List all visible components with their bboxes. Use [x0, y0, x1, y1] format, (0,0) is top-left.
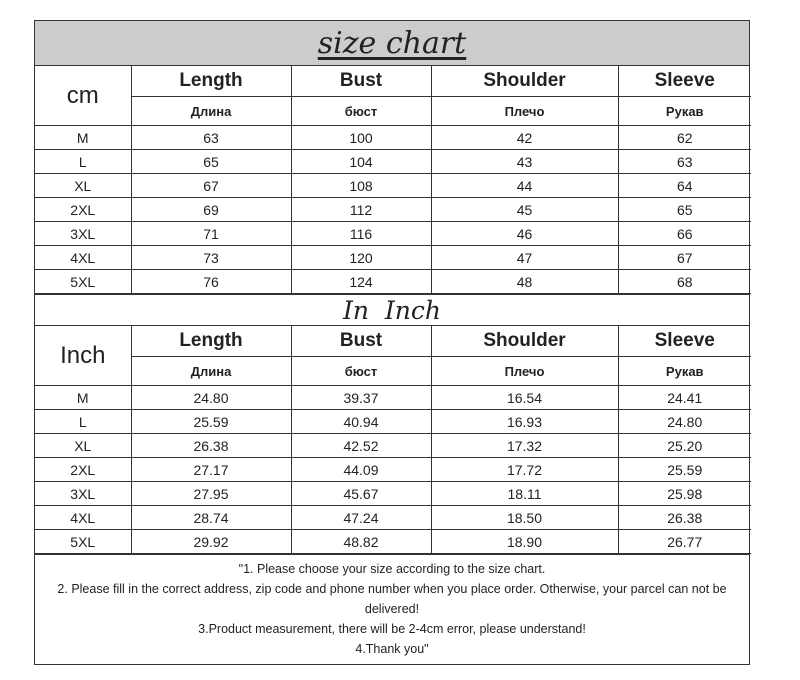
size-cell: 5XL [35, 530, 131, 554]
table-row [35, 126, 751, 150]
length-cell: 65 [131, 150, 291, 174]
bust-cell: 47.24 [291, 506, 431, 530]
length-cell: 28.74 [131, 506, 291, 530]
bust-cell: 100 [291, 126, 431, 150]
sleeve-cell: 25.20 [618, 434, 751, 458]
bust-cell: 44.09 [291, 458, 431, 482]
table-row [35, 410, 751, 434]
size-cell: 3XL [35, 222, 131, 246]
length-cell: 67 [131, 174, 291, 198]
inch-section-title: In Inch [35, 294, 749, 326]
table-row [35, 246, 751, 270]
length-cell: 27.95 [131, 482, 291, 506]
bust-cell: 39.37 [291, 386, 431, 410]
header-bust-ru: бюст [291, 357, 431, 386]
header-sleeve-ru: Рукав [618, 357, 751, 386]
bust-cell: 124 [291, 270, 431, 294]
unit-label-inch: Inch [35, 326, 131, 386]
size-cell: M [35, 386, 131, 410]
size-cell: XL [35, 434, 131, 458]
table-row [35, 150, 751, 174]
bust-cell: 120 [291, 246, 431, 270]
header-bust: Bust [291, 66, 431, 97]
note-2: 2. Please fill in the correct address, zip code and phone number when you place order. Otherwise, your parcel can not be delivered! [57, 582, 727, 616]
bust-cell: 48.82 [291, 530, 431, 554]
sleeve-cell: 25.98 [618, 482, 751, 506]
shoulder-cell: 16.93 [431, 410, 618, 434]
shoulder-cell: 17.72 [431, 458, 618, 482]
size-cell: 3XL [35, 482, 131, 506]
sleeve-cell: 24.80 [618, 410, 751, 434]
sleeve-cell: 26.77 [618, 530, 751, 554]
shoulder-cell: 18.90 [431, 530, 618, 554]
length-cell: 69 [131, 198, 291, 222]
header-length: Length [131, 326, 291, 357]
chart-title: size chart [35, 21, 749, 66]
sleeve-cell: 26.38 [618, 506, 751, 530]
shoulder-cell: 17.32 [431, 434, 618, 458]
unit-label-cm: cm [35, 66, 131, 126]
length-cell: 71 [131, 222, 291, 246]
length-cell: 63 [131, 126, 291, 150]
header-sleeve: Sleeve [618, 326, 751, 357]
notes-section [35, 554, 749, 659]
sleeve-cell: 63 [618, 150, 751, 174]
sleeve-cell: 65 [618, 198, 751, 222]
shoulder-cell: 44 [431, 174, 618, 198]
size-cell: XL [35, 174, 131, 198]
table-row [35, 386, 751, 410]
sleeve-cell: 24.41 [618, 386, 751, 410]
table-row [35, 434, 751, 458]
length-cell: 73 [131, 246, 291, 270]
size-cell: L [35, 410, 131, 434]
cm-size-table [35, 66, 751, 294]
header-bust: Bust [291, 326, 431, 357]
length-cell: 26.38 [131, 434, 291, 458]
header-bust-ru: бюст [291, 97, 431, 126]
shoulder-cell: 48 [431, 270, 618, 294]
bust-cell: 108 [291, 174, 431, 198]
note-4: 4.Thank you" [355, 642, 429, 656]
header-length-ru: Длина [131, 357, 291, 386]
bust-cell: 40.94 [291, 410, 431, 434]
bust-cell: 116 [291, 222, 431, 246]
table-row [35, 530, 751, 554]
bust-cell: 104 [291, 150, 431, 174]
header-length-ru: Длина [131, 97, 291, 126]
header-length: Length [131, 66, 291, 97]
sleeve-cell: 25.59 [618, 458, 751, 482]
table-row [35, 482, 751, 506]
table-row [35, 174, 751, 198]
header-sleeve: Sleeve [618, 66, 751, 97]
shoulder-cell: 18.50 [431, 506, 618, 530]
length-cell: 27.17 [131, 458, 291, 482]
bust-cell: 112 [291, 198, 431, 222]
shoulder-cell: 42 [431, 126, 618, 150]
size-cell: M [35, 126, 131, 150]
shoulder-cell: 43 [431, 150, 618, 174]
note-3: 3.Product measurement, there will be 2-4cm error, please understand! [198, 622, 586, 636]
shoulder-cell: 18.11 [431, 482, 618, 506]
shoulder-cell: 47 [431, 246, 618, 270]
sleeve-cell: 66 [618, 222, 751, 246]
bust-cell: 42.52 [291, 434, 431, 458]
header-shoulder-ru: Плечо [431, 97, 618, 126]
table-row [35, 222, 751, 246]
sleeve-cell: 62 [618, 126, 751, 150]
sleeve-cell: 68 [618, 270, 751, 294]
table-row [35, 270, 751, 294]
size-cell: L [35, 150, 131, 174]
shoulder-cell: 45 [431, 198, 618, 222]
bust-cell: 45.67 [291, 482, 431, 506]
table-row [35, 458, 751, 482]
size-cell: 4XL [35, 506, 131, 530]
header-shoulder: Shoulder [431, 66, 618, 97]
shoulder-cell: 16.54 [431, 386, 618, 410]
length-cell: 76 [131, 270, 291, 294]
size-cell: 2XL [35, 458, 131, 482]
sleeve-cell: 64 [618, 174, 751, 198]
length-cell: 29.92 [131, 530, 291, 554]
table-row [35, 198, 751, 222]
header-shoulder-ru: Плечо [431, 357, 618, 386]
shoulder-cell: 46 [431, 222, 618, 246]
header-sleeve-ru: Рукав [618, 97, 751, 126]
size-cell: 2XL [35, 198, 131, 222]
length-cell: 25.59 [131, 410, 291, 434]
size-cell: 5XL [35, 270, 131, 294]
table-row [35, 506, 751, 530]
note-1: "1. Please choose your size according to the size chart. [238, 562, 546, 576]
inch-size-table [35, 326, 751, 554]
size-chart-sheet [34, 20, 750, 665]
length-cell: 24.80 [131, 386, 291, 410]
sleeve-cell: 67 [618, 246, 751, 270]
size-cell: 4XL [35, 246, 131, 270]
header-shoulder: Shoulder [431, 326, 618, 357]
